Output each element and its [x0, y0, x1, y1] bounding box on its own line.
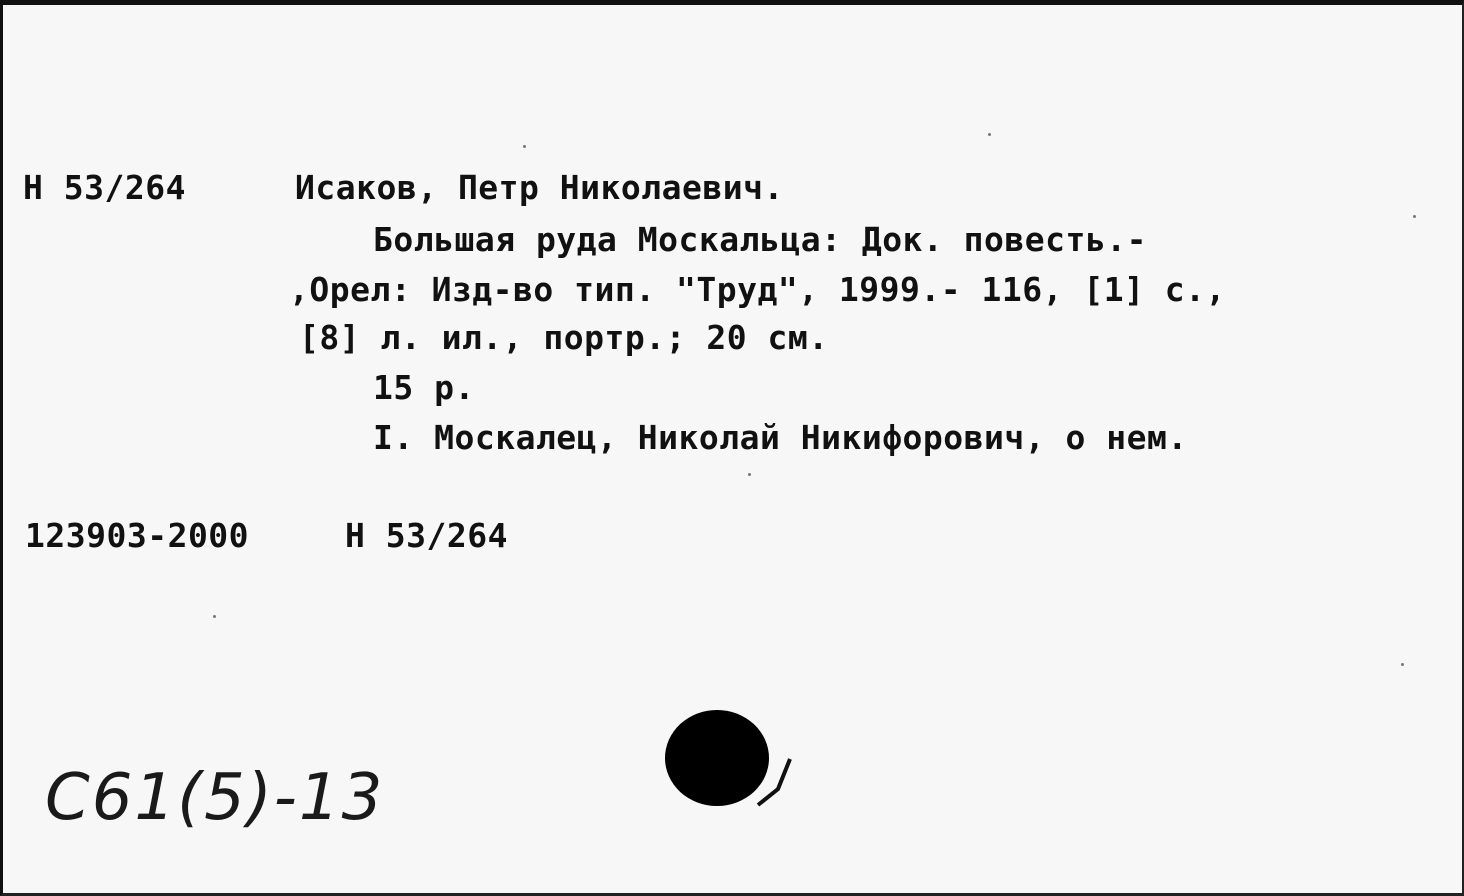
collation-line: [8] л. ил., портр.; 20 см. [299, 318, 829, 357]
subject-heading: I. Москалец, Николай Никифорович, о нем. [373, 418, 1188, 457]
speck [1401, 663, 1404, 666]
speck [1413, 215, 1416, 218]
title-line: Большая руда Москальца: Док. повесть.- [373, 220, 1147, 259]
speck [748, 473, 751, 476]
accession-number: 123903-2000 [25, 516, 250, 555]
handwritten-classification-code: С61(5)-13 [45, 761, 385, 835]
speck [988, 133, 991, 136]
author-heading: Исаков, Петр Николаевич. [295, 168, 784, 207]
imprint-line: ‚Орел: Изд-во тип. "Труд", 1999.- 116, [1] с., [289, 270, 1226, 309]
hole-tear-mark [748, 753, 808, 813]
speck [523, 145, 526, 148]
shelfmark: Н 53/264 [23, 168, 186, 207]
price-line: 15 р. [373, 368, 475, 407]
speck [213, 615, 216, 618]
shelfmark-bottom: Н 53/264 [345, 516, 508, 555]
